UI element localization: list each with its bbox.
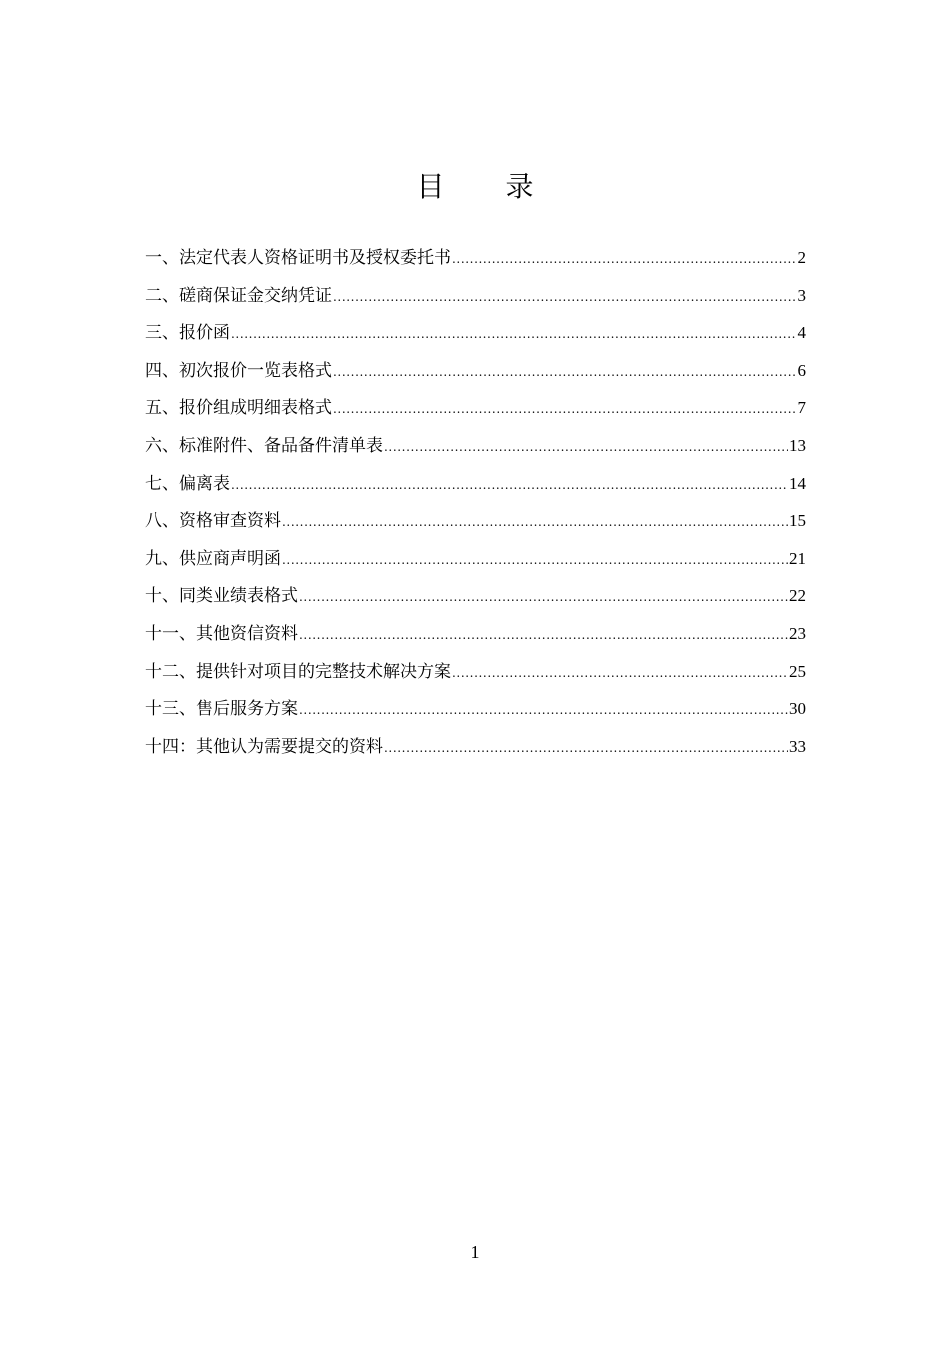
toc-entry[interactable]	[145, 470, 806, 508]
toc-entry[interactable]	[145, 733, 806, 771]
toc-leader-dots	[333, 358, 797, 386]
toc-entry[interactable]	[145, 432, 806, 470]
toc-entry[interactable]	[145, 244, 806, 282]
toc-entry[interactable]	[145, 658, 806, 696]
toc-entry-label: 六、标准附件、备品备件清单表	[145, 435, 383, 456]
toc-leader-dots	[299, 696, 788, 724]
toc-entry-page: 33	[789, 736, 806, 756]
toc-entry-page: 25	[789, 661, 806, 681]
toc-entry-page: 2	[797, 248, 806, 267]
toc-leader-dots	[282, 546, 788, 574]
toc-entry-label: 二、磋商保证金交纳凭证	[145, 285, 332, 306]
toc-entry-label: 九、供应商声明函	[145, 548, 281, 569]
toc-entry-label: 十一、其他资信资料	[145, 623, 298, 644]
table-of-contents	[145, 244, 806, 770]
toc-entry[interactable]	[145, 545, 806, 583]
toc-entry-page: 21	[789, 548, 806, 568]
toc-leader-dots	[384, 433, 788, 461]
toc-entry-label: 三、报价函	[145, 323, 230, 344]
toc-entry-page: 6	[797, 360, 806, 380]
toc-entry[interactable]	[145, 695, 806, 733]
toc-entry-page: 14	[789, 473, 806, 493]
toc-entry-page: 23	[789, 623, 806, 643]
toc-entry-page: 22	[789, 586, 806, 606]
toc-entry[interactable]	[145, 282, 806, 320]
toc-entry-page: 3	[797, 285, 806, 305]
toc-leader-dots	[282, 508, 788, 536]
toc-entry[interactable]	[145, 357, 806, 395]
toc-entry[interactable]	[145, 319, 806, 357]
toc-entry-label: 十、同类业绩表格式	[145, 586, 298, 607]
toc-leader-dots	[299, 583, 788, 611]
toc-entry-label: 七、偏离表	[145, 473, 230, 494]
toc-entry-page: 13	[789, 435, 806, 455]
toc-leader-dots	[333, 395, 797, 423]
toc-entry[interactable]	[145, 394, 806, 432]
toc-entry-page: 7	[797, 398, 806, 418]
toc-leader-dots	[333, 283, 797, 311]
toc-entry-label: 五、报价组成明细表格式	[145, 398, 332, 419]
page-title: 目 录	[416, 169, 560, 203]
toc-leader-dots	[231, 471, 788, 499]
toc-entry-label: 四、初次报价一览表格式	[145, 360, 332, 381]
toc-leader-dots	[452, 245, 797, 273]
toc-leader-dots	[299, 621, 788, 649]
toc-entry-page: 15	[789, 511, 806, 531]
toc-entry-label: 十四：其他认为需要提交的资料	[145, 736, 383, 757]
toc-entry-label: 十三、售后服务方案	[145, 699, 298, 720]
toc-entry-page: 30	[789, 699, 806, 719]
toc-entry[interactable]	[145, 507, 806, 545]
toc-leader-dots	[231, 320, 797, 348]
toc-entry[interactable]	[145, 582, 806, 620]
toc-entry-page: 4	[797, 323, 806, 343]
toc-entry[interactable]	[145, 620, 806, 658]
toc-entry-label: 八、资格审查资料	[145, 511, 281, 532]
toc-leader-dots	[452, 659, 788, 687]
toc-leader-dots	[384, 734, 788, 762]
toc-entry-label: 十二、提供针对项目的完整技术解决方案	[145, 661, 451, 682]
page-number: 1	[470, 1242, 480, 1262]
toc-entry-label: 一、法定代表人资格证明书及授权委托书	[145, 248, 451, 268]
